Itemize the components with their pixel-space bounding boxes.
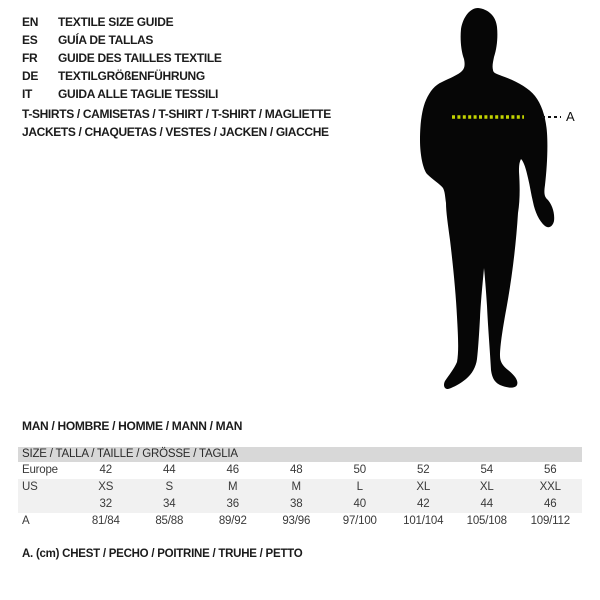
size-cell: 85/88 bbox=[155, 515, 184, 527]
size-cell: 36 bbox=[226, 498, 239, 510]
size-cell: M bbox=[291, 481, 301, 493]
size-cell: L bbox=[356, 481, 363, 493]
size-cell: XS bbox=[98, 481, 114, 493]
table-row-us-numbers bbox=[18, 496, 582, 513]
size-cell: 50 bbox=[353, 464, 366, 476]
language-code: FR bbox=[22, 51, 38, 65]
us-size-block bbox=[18, 479, 582, 513]
size-cell: S bbox=[165, 481, 173, 493]
language-code: DE bbox=[22, 69, 39, 83]
size-cell: 54 bbox=[480, 464, 493, 476]
size-table bbox=[18, 447, 582, 530]
size-cell: 42 bbox=[417, 498, 430, 510]
measure-label-a: A bbox=[566, 109, 575, 124]
category-block bbox=[22, 105, 331, 141]
size-cell: 38 bbox=[290, 498, 303, 510]
size-cell: 89/92 bbox=[218, 515, 247, 527]
table-row-europe bbox=[18, 462, 582, 479]
footnote-chest: A. (cm) CHEST / PECHO / POITRINE / TRUHE / PETTO bbox=[22, 548, 303, 560]
size-cell: 105/108 bbox=[466, 515, 507, 527]
language-code: IT bbox=[22, 87, 33, 101]
language-code: ES bbox=[22, 33, 38, 47]
size-cell: 81/84 bbox=[91, 515, 120, 527]
language-row bbox=[22, 49, 222, 67]
row-label-a: A bbox=[22, 515, 30, 527]
size-cell: 42 bbox=[99, 464, 112, 476]
category-line-jackets: JACKETS / CHAQUETAS / VESTES / JACKEN / GIACCHE bbox=[22, 125, 329, 139]
man-silhouette-svg bbox=[400, 5, 585, 395]
language-row bbox=[22, 67, 222, 85]
size-cell: XL bbox=[479, 481, 494, 493]
size-cell: 44 bbox=[480, 498, 493, 510]
language-row bbox=[22, 85, 222, 103]
language-code: EN bbox=[22, 15, 39, 29]
language-label: GUIDE DES TAILLES TEXTILE bbox=[58, 51, 222, 65]
language-legend bbox=[22, 13, 222, 103]
size-cell: 32 bbox=[99, 498, 112, 510]
size-cell: 40 bbox=[353, 498, 366, 510]
language-label: TEXTILGRÖßENFÜHRUNG bbox=[58, 69, 205, 83]
language-label: TEXTILE SIZE GUIDE bbox=[58, 15, 174, 29]
size-cell: 46 bbox=[544, 498, 557, 510]
size-cell: 34 bbox=[163, 498, 176, 510]
table-row-chest-a bbox=[18, 513, 582, 530]
size-cell: 101/104 bbox=[403, 515, 444, 527]
size-cell: 93/96 bbox=[282, 515, 311, 527]
man-silhouette bbox=[420, 8, 554, 389]
size-cell: XXL bbox=[539, 481, 561, 493]
size-cell: 97/100 bbox=[342, 515, 377, 527]
size-cell: 44 bbox=[163, 464, 176, 476]
language-label: GUÍA DE TALLAS bbox=[58, 33, 154, 47]
category-line-tshirts: T-SHIRTS / CAMISETAS / T-SHIRT / T-SHIRT / MAGLIETTE bbox=[22, 107, 331, 121]
row-label-us: US bbox=[22, 481, 38, 493]
row-label-europe: Europe bbox=[22, 464, 58, 476]
language-row bbox=[22, 31, 222, 49]
language-label: GUIDA ALLE TAGLIE TESSILI bbox=[58, 87, 219, 101]
size-table-header: SIZE / TALLA / TAILLE / GRÖSSE / TAGLIA bbox=[18, 447, 582, 462]
size-cell: XL bbox=[416, 481, 431, 493]
size-cell: 52 bbox=[417, 464, 430, 476]
size-cell: M bbox=[228, 481, 238, 493]
table-row-us-letters bbox=[18, 479, 582, 496]
size-cell: 48 bbox=[290, 464, 303, 476]
size-cell: 109/112 bbox=[530, 515, 570, 527]
man-silhouette-figure bbox=[400, 5, 585, 395]
size-cell: 46 bbox=[226, 464, 239, 476]
size-cell: 56 bbox=[544, 464, 557, 476]
section-title-man: MAN / HOMBRE / HOMME / MANN / MAN bbox=[22, 419, 243, 433]
language-row bbox=[22, 13, 222, 31]
